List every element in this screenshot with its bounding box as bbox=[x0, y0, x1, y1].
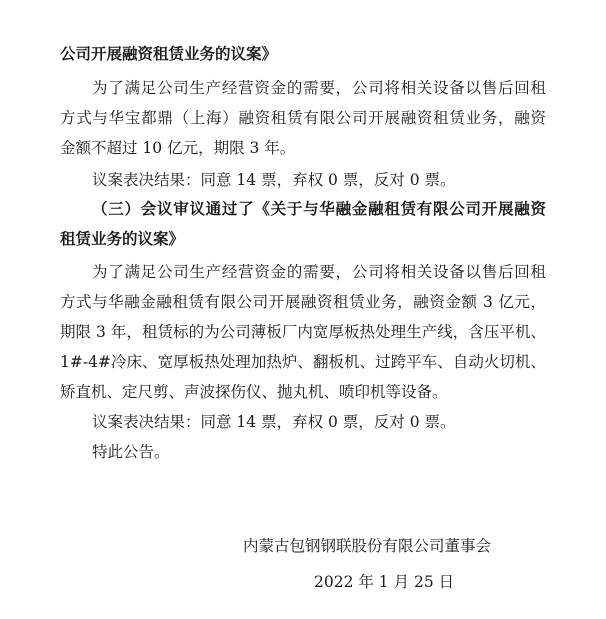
section-three-title-line-2: 租赁业务的议案》 bbox=[60, 229, 185, 248]
section-three-body-line-1: 为了满足公司生产经营资金的需要，公司将相关设备以售后回租 bbox=[92, 263, 546, 281]
section-two-body-line-1: 为了满足公司生产经营资金的需要，公司将相关设备以售后回租 bbox=[92, 79, 546, 97]
signature-organization: 内蒙古包钢钢联股份有限公司董事会 bbox=[243, 537, 492, 555]
section-three-title-line-1: （三）会议审议通过了《关于与华融金融租赁有限公司开展融资 bbox=[92, 199, 546, 218]
section-three-body-line-2: 方式与华融金融租赁有限公司开展融资租赁业务，融资金额 3 亿元， bbox=[60, 293, 546, 311]
signature-date: 2022 年 1 月 25 日 bbox=[314, 573, 455, 591]
section-two-title-continuation: 公司开展融资租赁业务的议案》 bbox=[60, 44, 278, 63]
section-three-vote-result: 议案表决结果：同意 14 票，弃权 0 票，反对 0 票。 bbox=[92, 413, 456, 431]
section-three-body-line-3: 期限 3 年，租赁标的为公司薄板厂内宽厚板热处理生产线，含压平机、 bbox=[60, 323, 546, 341]
section-two-body-line-3: 金额不超过 10 亿元，期限 3 年。 bbox=[60, 139, 296, 157]
section-three-body-line-5: 矫直机、定尺剪、声波探伤仪、抛丸机、喷印机等设备。 bbox=[60, 383, 448, 401]
closing-statement: 特此公告。 bbox=[92, 443, 170, 461]
section-two-body-line-2: 方式与华宝都鼎（上海）融资租赁有限公司开展融资租赁业务，融资 bbox=[60, 109, 546, 127]
section-three-body-line-4: 1#-4#冷床、宽厚板热处理加热炉、翻板机、过跨平车、自动火切机、 bbox=[60, 353, 546, 371]
section-two-vote-result: 议案表决结果：同意 14 票，弃权 0 票，反对 0 票。 bbox=[92, 171, 456, 189]
